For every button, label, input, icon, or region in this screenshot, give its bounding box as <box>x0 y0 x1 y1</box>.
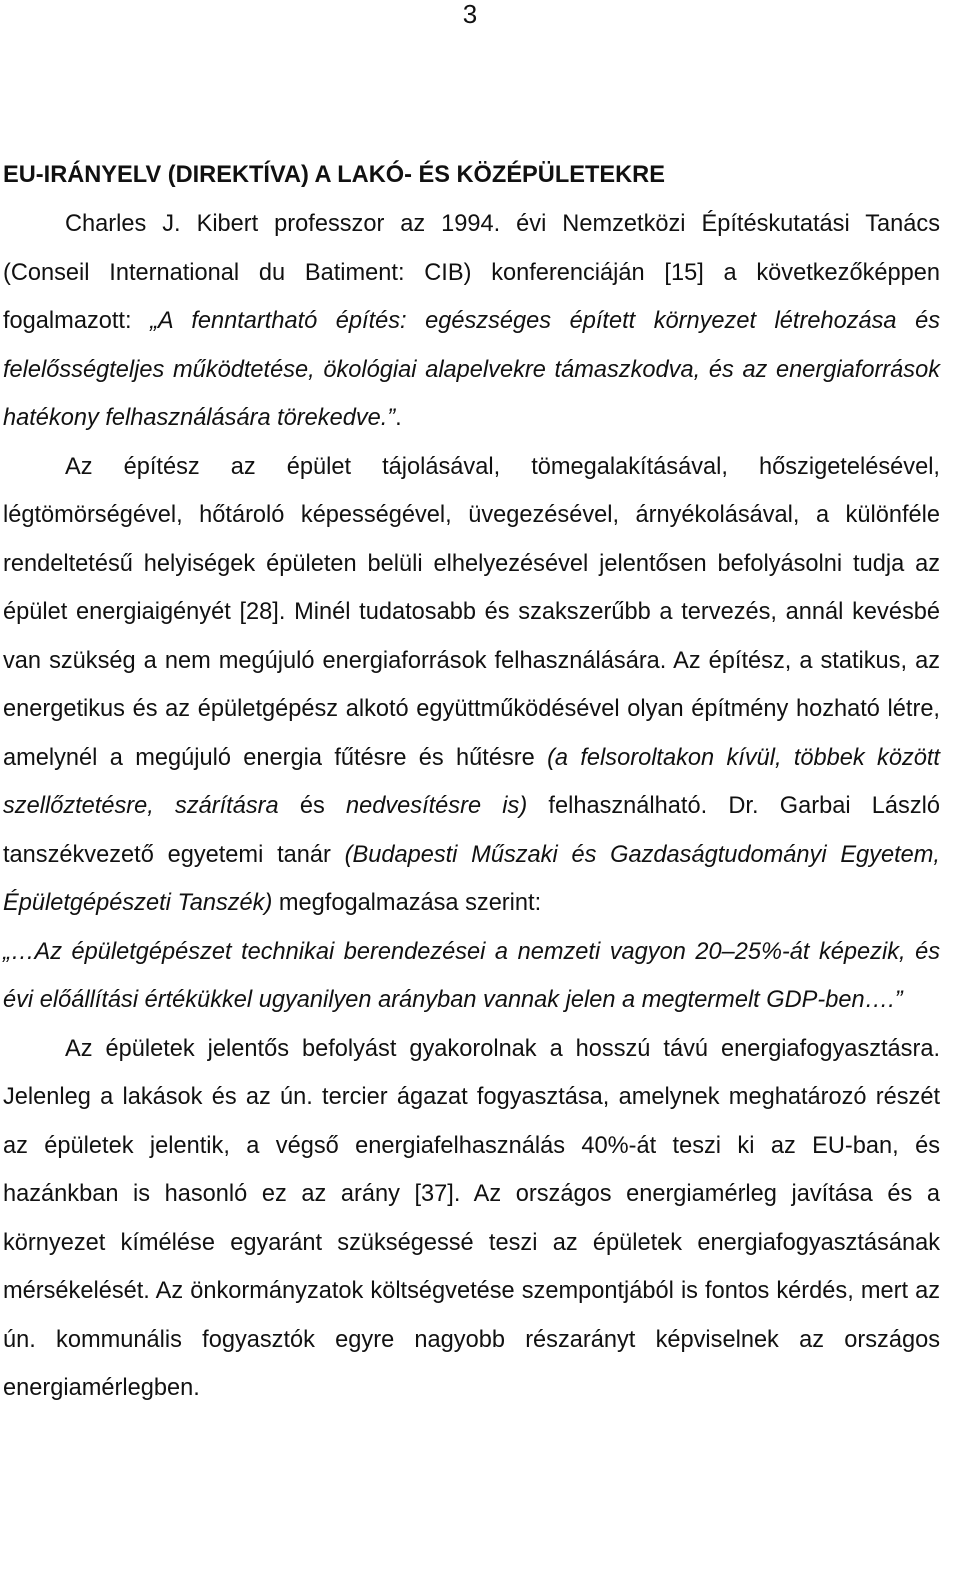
paragraph-energy-consumption: Az épületek jelentős befolyást gyakorolnak a hosszú távú energiafogyasztásra. Jelenleg a lakások és az ún. tercier ágazat fogyasztása, amelynek meghatározó részét az épületek jelentik, a végső energiafelhasználás 40%-át teszi ki az EU-ban, és hazánkban is hasonló ez az arány [37]. Az országos energiamérleg javítása és a környezet kímélése egyaránt szükségessé teszi az épületek energiafogyasztásának mérsékelését. Az önkormányzatok költségvetése szempontjából is fontos kérdés, mert az ún. kommunális fogyasztók egyre nagyobb részarányt képviselnek az országos energiamérlegben. <box>3 1035 940 1401</box>
italic-text: nedvesítésre is) <box>345 793 528 819</box>
body-text <box>3 200 940 1413</box>
paragraph-architect-role <box>3 443 940 928</box>
paragraph-text: megfogalmazása szerint: <box>272 890 542 916</box>
italic-text: (Budapesti Műszaki és Gazdaságtudományi Egyetem, Épületgépészeti Tanszék) <box>3 841 940 916</box>
paragraph-garbai-quote <box>3 928 940 1025</box>
paragraph-text: Az építész az épület tájolásával, tömegalakításával, hőszigetelésével, légtömörségével, hőtároló képességével, üvegezésével, árnyékolásával, a különféle rendeltetésű helyiségek épületen belüli elhelyezésével jelentősen befolyásolni tudja az épület energiaigényét [28]. Minél tudatosabb és szakszerűbb a tervezés, annál kevésbé van szükség a nem megújuló energiaforrások felhasználására. Az építész, a statikus, az energetikus és az épületgépész alkotó együttműködésével olyan építmény hozható létre, amelynél a megújuló energia fűtésre és hűtésre <box>3 453 940 771</box>
page-number: 3 <box>462 0 478 29</box>
section-heading: EU-IRÁNYELV (DIREKTÍVA) A LAKÓ- ÉS KÖZÉPÜLETEKRE <box>3 162 665 188</box>
paragraph-text: felhasználható. Dr. Garbai László tanszékvezető egyetemi tanár <box>3 793 940 868</box>
paragraph-text: . <box>395 405 402 431</box>
paragraph-text: Charles J. Kibert professzor az 1994. évi Nemzetközi Építéskutatási Tanács (Conseil International du Batiment: CIB) konferenciáján [15] a következőképpen fogalmazott: <box>3 211 940 334</box>
paragraph-text: és <box>278 793 346 819</box>
paragraph-kibert-definition <box>3 200 940 443</box>
italic-quote: „A fenntartható építés: egészséges épített környezet létrehozása és felelősségteljes működtetése, ökológiai alapelvekre támaszkodva, és az energiaforrások hatékony felhasználására törekedve.” <box>3 308 940 431</box>
italic-text: (a felsoroltakon kívül, többek között szellőztetésre, szárításra <box>3 744 940 819</box>
italic-quote: „…Az épületgépészet technikai berendezései a nemzeti vagyon 20–25%-át képezik, és évi előállítási értékükkel ugyanilyen arányban vannak jelen a megtermelt GDP-ben….” <box>3 938 940 1013</box>
